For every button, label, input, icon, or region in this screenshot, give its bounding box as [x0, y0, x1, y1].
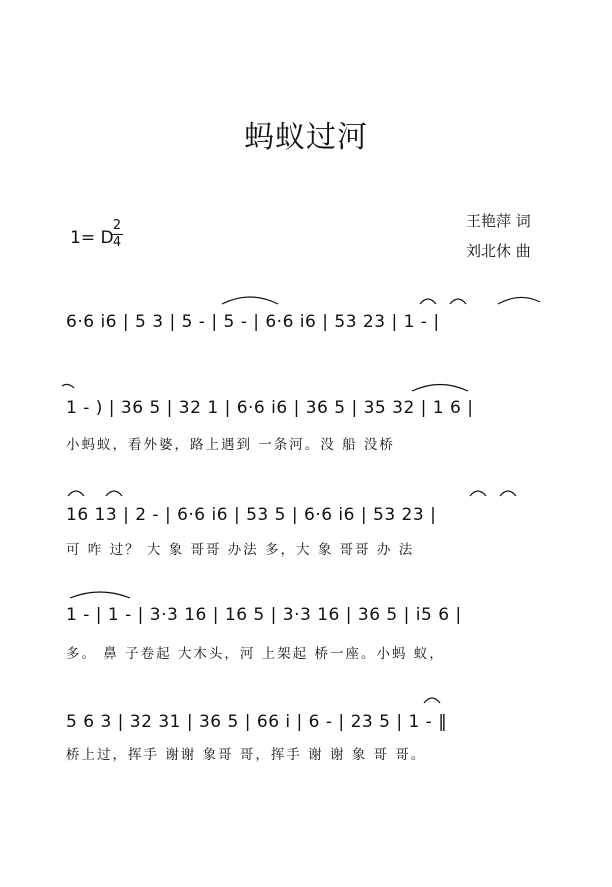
notation-line-5: 5 6 3 | 32 31 | 36 5 | 66 i | 6 - | 23 5 | 1 - ‖: [66, 712, 448, 732]
slur: [450, 299, 466, 304]
slur: [106, 491, 122, 496]
slur: [470, 491, 486, 496]
slur: [500, 491, 516, 496]
slur: [70, 592, 130, 598]
slur: [420, 299, 436, 304]
notation-line-1: 6·6 i6 | 5 3 | 5 - | 5 - | 6·6 i6 | 53 23 | 1 - |: [66, 312, 440, 332]
slur: [62, 384, 74, 388]
lyrics-line-3: 可 咋 过？ 大 象 哥哥 办法 多，大 象 哥哥 办 法: [66, 542, 415, 558]
page-title: 蚂蚁过河: [244, 120, 368, 155]
lyricist-credit: 王艳萍 词: [466, 212, 531, 230]
slur: [222, 297, 278, 304]
notation-line-2: 1 - ) | 36 5 | 32 1 | 6·6 i6 | 36 5 | 35 32 | 1 6 |: [66, 398, 474, 418]
key-signature: 1= D: [70, 228, 114, 248]
slur: [412, 385, 468, 392]
composer-credit: 刘北休 曲: [466, 242, 531, 260]
lyrics-line-4: 多。 鼻 子卷起 大木头，河 上架起 桥一座。小蚂 蚁，: [66, 646, 445, 662]
slur: [68, 491, 84, 496]
lyrics-line-2: 小蚂蚁，看外婆，路上遇到 一条河。没 船 没桥: [66, 437, 395, 453]
time-signature-top: 2: [112, 218, 122, 233]
slur: [498, 297, 540, 304]
slur: [424, 698, 440, 703]
time-signature-bottom: 4: [112, 235, 122, 250]
notation-line-4: 1 - | 1 - | 3·3 16 | 16 5 | 3·3 16 | 36 5 | i5 6 |: [66, 605, 462, 625]
notation-line-3: 16 13 | 2 - | 6·6 i6 | 53 5 | 6·6 i6 | 53 23 |: [66, 505, 437, 525]
lyrics-line-5: 桥上过，挥手 谢谢 象哥 哥，挥手 谢 谢 象 哥 哥。: [66, 747, 427, 763]
